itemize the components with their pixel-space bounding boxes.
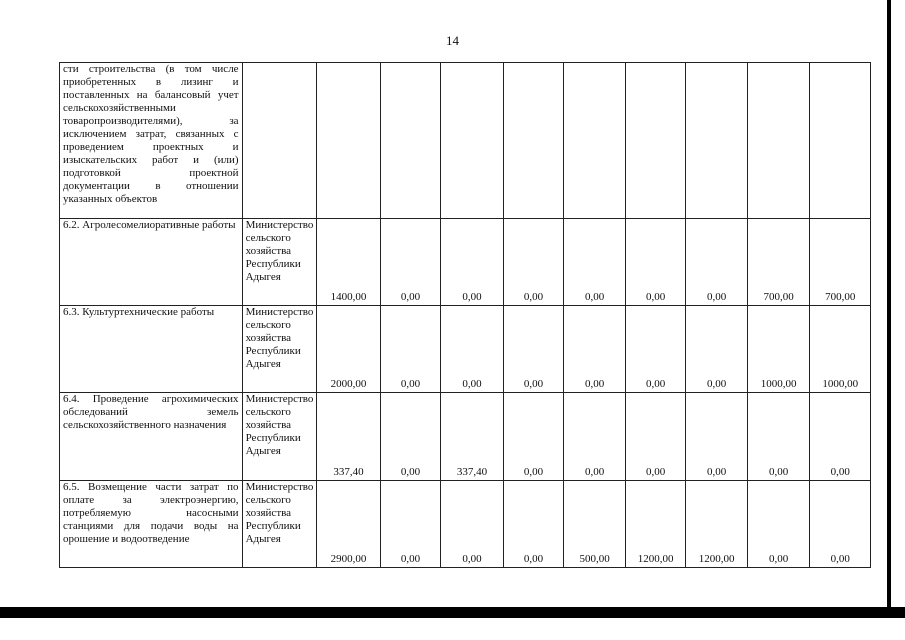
row-executor: Министерство сельского хозяйства Республики Адыгея [242, 219, 317, 306]
value-cell: 0,00 [441, 219, 504, 306]
program-table [59, 62, 871, 568]
value-cell: 0,00 [686, 393, 748, 481]
value-cell [564, 63, 626, 219]
table-row [60, 481, 871, 568]
value-cell [810, 63, 871, 219]
value-total: 2900,00 [317, 481, 381, 568]
row-executor: Министерство сельского хозяйства Республики Адыгея [242, 393, 317, 481]
value-cell: 0,00 [564, 219, 626, 306]
value-cell: 0,00 [810, 393, 871, 481]
table-row [60, 63, 871, 219]
row-executor [242, 63, 317, 219]
scan-bottom-edge [0, 607, 905, 618]
value-cell: 700,00 [747, 219, 810, 306]
value-cell: 0,00 [380, 306, 441, 393]
value-cell: 0,00 [686, 219, 748, 306]
value-cell: 0,00 [625, 306, 686, 393]
row-description: 6.3. Культуртехнические работы [60, 306, 243, 393]
value-cell [380, 63, 441, 219]
value-cell: 0,00 [503, 481, 564, 568]
table-row [60, 306, 871, 393]
value-cell: 337,40 [441, 393, 504, 481]
value-cell: 0,00 [441, 306, 504, 393]
row-executor: Министерство сельского хозяйства Республики Адыгея [242, 481, 317, 568]
value-cell [747, 63, 810, 219]
value-cell: 1200,00 [625, 481, 686, 568]
value-total: 1400,00 [317, 219, 381, 306]
value-cell: 0,00 [564, 306, 626, 393]
value-cell: 0,00 [625, 219, 686, 306]
row-description: 6.4. Проведение агрохимических обследований земель сельскохозяйственного назначения [60, 393, 243, 481]
value-cell [503, 63, 564, 219]
value-total: 2000,00 [317, 306, 381, 393]
value-cell: 0,00 [625, 393, 686, 481]
value-cell: 0,00 [686, 306, 748, 393]
value-total: 337,40 [317, 393, 381, 481]
value-cell: 1000,00 [747, 306, 810, 393]
value-cell: 1200,00 [686, 481, 748, 568]
row-description: сти строительства (в том числе приобретенных в лизинг и поставленных на балансовый учет сельскохозяйственными товаропроизводителями), за исключением затрат, связанных с проведением проектных и изыскательских работ и (или) подготовкой проектной документации в отношении указанных объектов [60, 63, 243, 219]
value-cell: 700,00 [810, 219, 871, 306]
value-cell: 0,00 [564, 393, 626, 481]
value-cell: 0,00 [503, 306, 564, 393]
value-cell: 0,00 [380, 219, 441, 306]
row-executor: Министерство сельского хозяйства Республики Адыгея [242, 306, 317, 393]
row-description: 6.2. Агролесомелиоративные работы [60, 219, 243, 306]
value-cell: 0,00 [380, 393, 441, 481]
value-cell: 0,00 [747, 481, 810, 568]
value-cell: 0,00 [503, 393, 564, 481]
value-cell: 0,00 [441, 481, 504, 568]
value-cell: 0,00 [503, 219, 564, 306]
table-row [60, 219, 871, 306]
row-description: 6.5. Возмещение части затрат по оплате за электроэнергию, потребляемую насосными станциями для подачи воды на орошение и водоотведение [60, 481, 243, 568]
value-cell: 0,00 [747, 393, 810, 481]
value-cell: 1000,00 [810, 306, 871, 393]
value-cell: 500,00 [564, 481, 626, 568]
table-row [60, 393, 871, 481]
value-cell [686, 63, 748, 219]
scan-page-edge [887, 0, 891, 618]
value-total [317, 63, 381, 219]
value-cell: 0,00 [810, 481, 871, 568]
value-cell [625, 63, 686, 219]
value-cell: 0,00 [380, 481, 441, 568]
value-cell [441, 63, 504, 219]
page-number: 14 [446, 33, 459, 48]
